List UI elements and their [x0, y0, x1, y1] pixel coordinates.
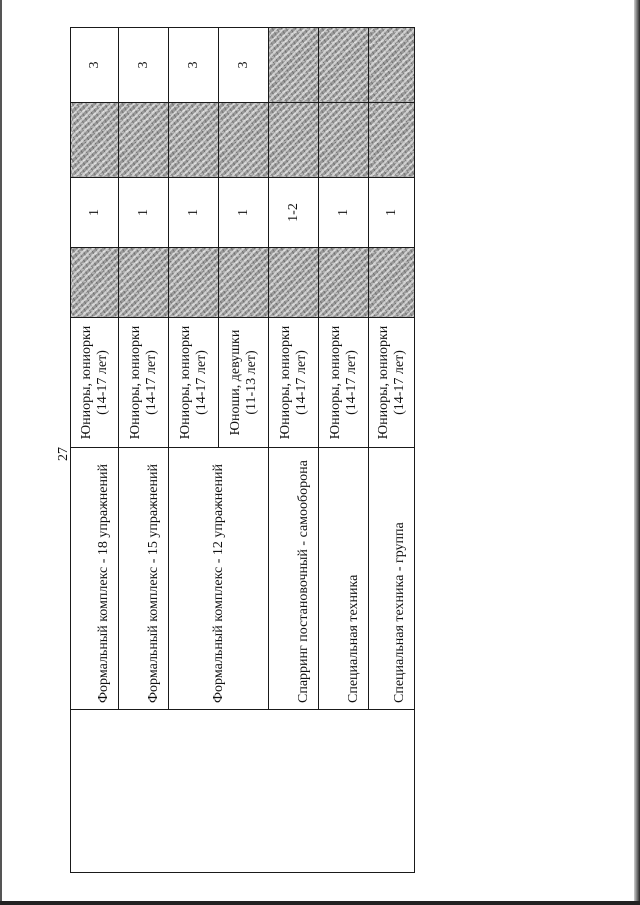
value-cell: 1-2 [269, 178, 319, 248]
discipline-name-cell: Спарринг постановочный - самооборона [269, 448, 319, 710]
page-number: 27 [56, 447, 71, 461]
hatched-cell [269, 103, 319, 178]
age-group-cell [119, 318, 169, 448]
hatched-cell [71, 248, 119, 318]
age-group-cell [71, 318, 119, 448]
age-group-line2: (14-17 лет) [343, 350, 359, 415]
hatched-cell [119, 248, 169, 318]
competition-table [70, 27, 415, 873]
age-group-line2: (14-17 лет) [143, 350, 159, 415]
hatched-cell [169, 103, 219, 178]
age-group-line1: Юниоры, юниорки [127, 325, 143, 440]
discipline-name-cell: Специальная техника [319, 448, 369, 710]
value-cell: 1 [119, 178, 169, 248]
discipline-name-cell: Формальный комплекс - 18 упражнений [71, 448, 119, 710]
value-cell: 1 [319, 178, 369, 248]
age-group-line1: Юноши, девушки [227, 329, 243, 436]
hatched-cell [319, 103, 369, 178]
value-cell: 3 [219, 28, 269, 103]
hatched-cell [369, 28, 415, 103]
document-table-area [70, 28, 414, 873]
age-group-line2: (14-17 лет) [193, 350, 209, 415]
hatched-cell [269, 248, 319, 318]
age-group-cell [369, 318, 415, 448]
hatched-cell [119, 103, 169, 178]
age-group-line1: Юниоры, юниорки [78, 325, 94, 440]
table-row [71, 28, 119, 873]
value-cell: 1 [71, 178, 119, 248]
age-group-cell [319, 318, 369, 448]
hatched-cell [219, 248, 269, 318]
hatched-cell [71, 103, 119, 178]
age-group-cell [169, 318, 219, 448]
scan-edge-right [634, 0, 640, 905]
hatched-cell [219, 103, 269, 178]
hatched-cell [319, 248, 369, 318]
rotated-table-wrapper [70, 28, 414, 873]
hatched-cell [369, 103, 415, 178]
age-group-line1: Юниоры, юниорки [375, 325, 391, 440]
hatched-cell [369, 248, 415, 318]
discipline-name-cell: Формальный комплекс - 12 упражнений [169, 448, 269, 710]
blank-column-cell [71, 710, 415, 873]
hatched-cell [319, 28, 369, 103]
age-group-line2: (14-17 лет) [94, 350, 110, 415]
age-group-line2: (14-17 лет) [293, 350, 309, 415]
scan-edge-left [0, 0, 2, 905]
value-cell: 1 [219, 178, 269, 248]
age-group-cell [219, 318, 269, 448]
value-cell: 3 [169, 28, 219, 103]
age-group-line2: (14-17 лет) [391, 350, 407, 415]
age-group-line1: Юниоры, юниорки [277, 325, 293, 440]
hatched-cell [169, 248, 219, 318]
discipline-name-cell: Специальная техника - группа [369, 448, 415, 710]
scan-edge-bottom [0, 901, 640, 905]
age-group-line1: Юниоры, юниорки [327, 325, 343, 440]
value-cell: 3 [71, 28, 119, 103]
value-cell: 1 [169, 178, 219, 248]
age-group-line2: (11-13 лет) [243, 350, 259, 415]
age-group-line1: Юниоры, юниорки [177, 325, 193, 440]
age-group-cell [269, 318, 319, 448]
value-cell: 1 [369, 178, 415, 248]
value-cell: 3 [119, 28, 169, 103]
hatched-cell [269, 28, 319, 103]
discipline-name-cell: Формальный комплекс - 15 упражнений [119, 448, 169, 710]
